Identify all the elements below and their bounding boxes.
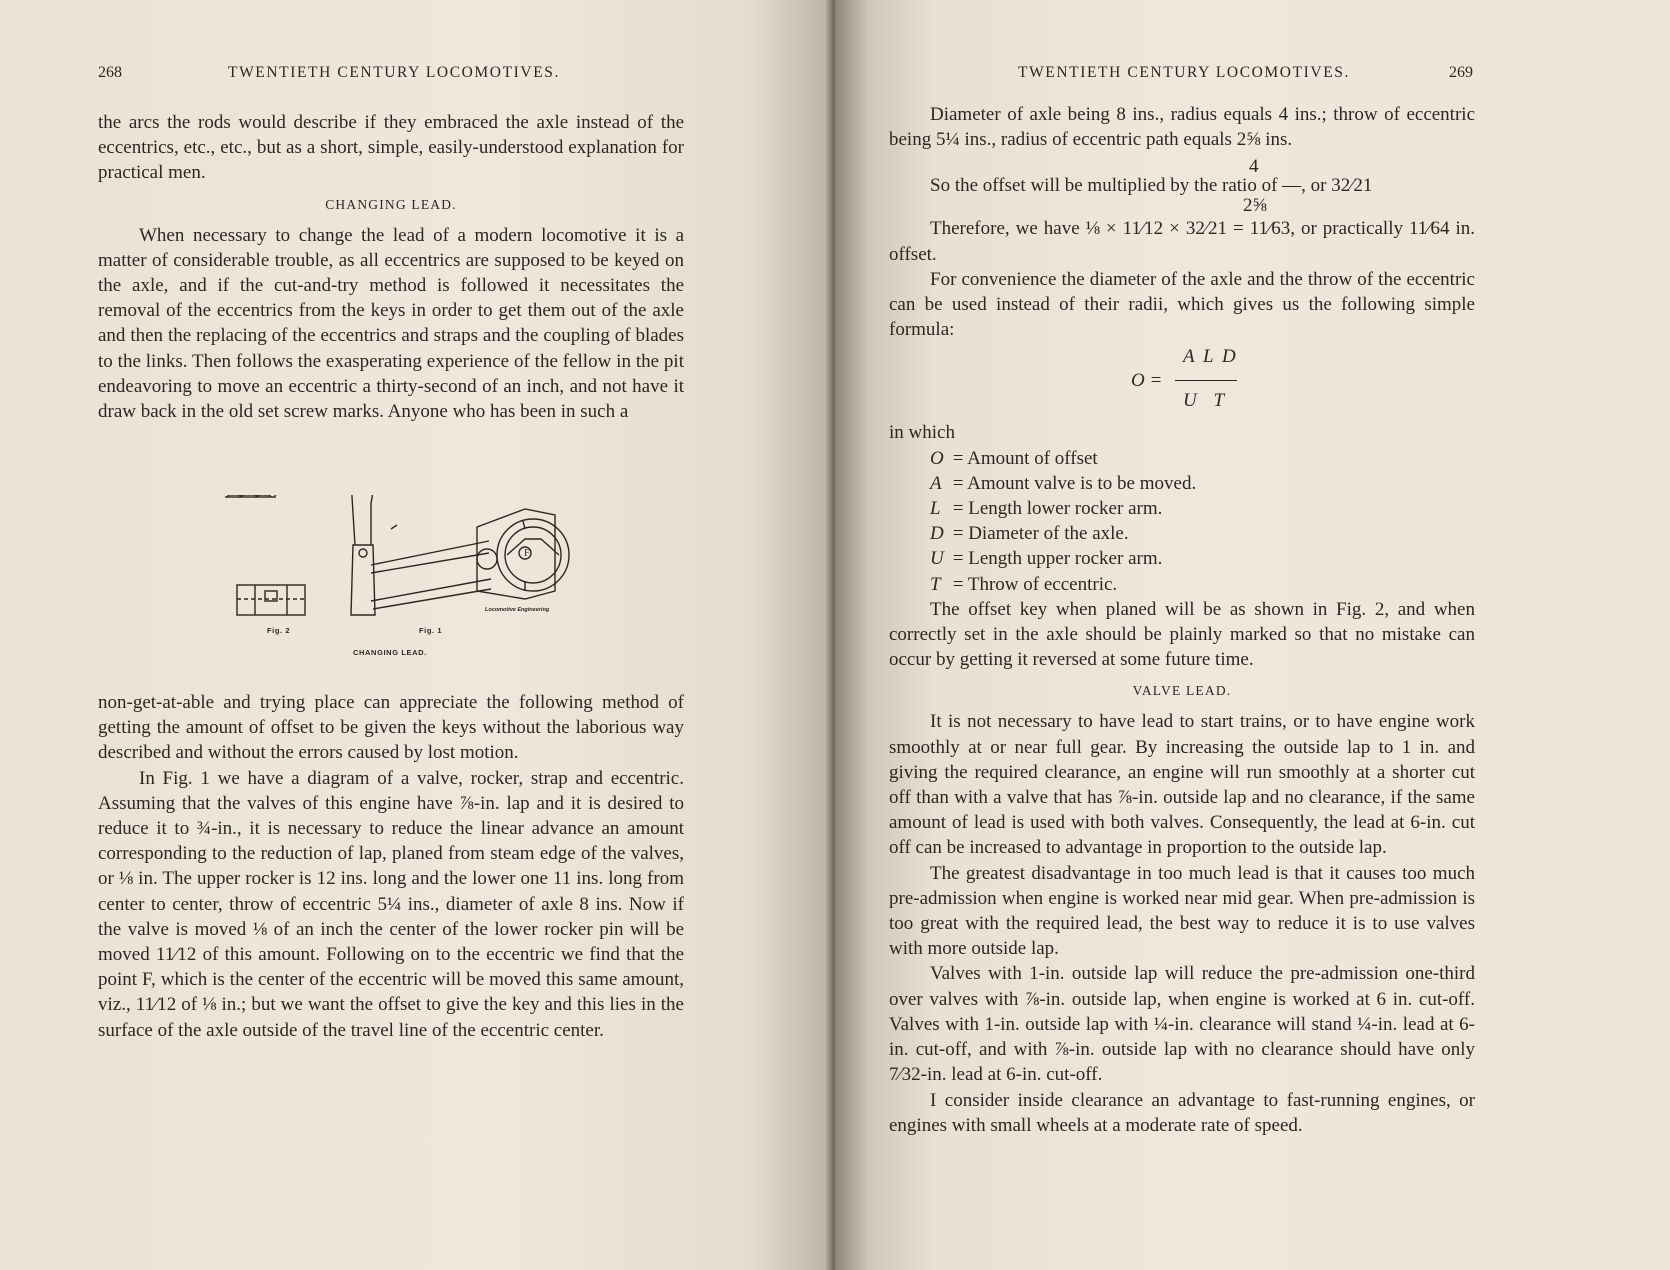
right-section-heading: VALVE LEAD. [1132,683,1232,699]
definition-item: O = Amount of offset [930,447,1098,469]
figure-credit: Locomotive Engineering [485,607,550,613]
right-para-v1: It is not necessary to have lead to start trains, or to have engine work smoothly at or near full gear. By increasing the outside lap to 1 in. and giving the required clearance, an engine will run smoothly at a shorter cut off than with a valve that has ⅞-in. outside lap and no clearance, if the same amount of lead is used with both valves. Consequently, the lead at 6-in. cut off can be increased to advantage in proportion to the outside lap. [889,711,1475,859]
formula-fraction-bar [1175,380,1237,381]
left-para-intro: the arcs the rods would describe if they embraced the axle instead of the eccentrics, etc., etc., but as a short, simple, easily-understood explanation for practical men. [98,112,684,184]
formula-denominator: U T [1183,390,1231,412]
definition-item: T = Throw of eccentric. [930,573,1118,595]
right-para-therefore: Therefore, we have ⅛ × 11⁄12 × 32⁄21 = 11⁄63, or practically 11⁄64 in. offset. [889,218,1475,265]
figure-changing-lead [225,495,605,695]
right-para-v3: Valves with 1-in. outside lap will reduce the pre-admission one-third over valves with ⅞-in. outside lap, when engine is worked at 6 in. cut-off. Valves with 1-in. outside lap with ¼-in. clearance will stand ¼-in. lead at 6-in. cut-off, and with ⅞-in. outside lap with no clearance should have only 7⁄32-in. lead at 6-in. cut-off. [889,963,1475,1086]
fig1-label: Fig. 1 [419,626,443,635]
right-running-header: TWENTIETH CENTURY LOCOMOTIVES. [1018,64,1350,81]
left-text-bottom [98,690,684,1043]
formula-numerator: A L D [1183,346,1238,368]
offset-formula [889,344,1475,420]
right-text [889,102,1475,1138]
left-para-3: In Fig. 1 we have a diagram of a valve, rocker, strap and eccentric. Assuming that the valves of this engine have ⅞-in. lap and it is desired to reduce it to ¾-in., it is necessary to reduce the linear advance an amount corresponding to the reduction of lap, planed from steam edge of the valves, or ⅛ in. The upper rocker is 12 ins. long and the lower one 11 ins. long from center to center, throw of eccentric 5¼ ins., diameter of axle 8 ins. Now if the valve is moved ⅛ of an inch the center of the lower rocker pin will be moved 11⁄12 of this amount. Following on to the eccentric we find that the point F, which is the center of the eccentric will be moved this same amount, viz., 11⁄12 of ⅛ in.; but we want the offset to give the key and this lies in the surface of the axle outside of the travel line of the eccentric center. [98,767,684,1041]
right-para-v4: I consider inside clearance an advantage to fast-running engines, or engines with small wheels at a moderate rate of speed. [889,1089,1475,1136]
ratio-denominator: 2⅝ [1243,195,1267,217]
definition-item: U = Length upper rocker arm. [930,548,1163,570]
ratio-numerator: 4 [1249,156,1259,178]
definition-item: A = Amount valve is to be moved. [930,472,1197,494]
in-which-label: in which [889,422,955,444]
valve-gear-diagram [225,495,605,695]
definition-item: D = Diameter of the axle. [930,523,1129,545]
formula-lhs: O = [1131,370,1163,392]
definitions-list [930,446,1475,597]
figure-caption: CHANGING LEAD. [353,648,427,657]
right-para-offset-key: The offset key when planed will be as shown in Fig. 2, and when correctly set in the axle should be plainly marked so that no mistake can occur by getting it reversed at some future time. [889,598,1475,671]
definition-item: L = Length lower rocker arm. [930,498,1163,520]
left-section-heading: CHANGING LEAD. [325,196,457,212]
right-para-1: Diameter of axle being 8 ins., radius equals 4 ins.; throw of eccentric being 5¼ ins., radius of eccentric path equals 2⅝ ins. [889,104,1475,151]
left-text-top [98,110,684,424]
left-running-header: TWENTIETH CENTURY LOCOMOTIVES. [228,64,560,81]
right-para-v2: The greatest disadvantage in too much lead is that it causes too much pre-admission when engine is worked near mid gear. When pre-admission is too great with the required lead, the best way to reduce it is to use valves with more outside lap. [889,862,1475,960]
left-para-2: non-get-at-able and trying place can appreciate the following method of getting the amount of offset to be given the keys without the laborious way described and without the errors caused by lost motion. [98,692,684,764]
right-para-convenience: For convenience the diameter of the axle and the throw of the eccentric can be used instead of their radii, which gives us the following simple formula: [889,268,1475,341]
right-page-number: 269 [1449,64,1473,81]
fig2-label: Fig. 2 [267,626,291,635]
point-f-label: F [524,548,530,559]
left-page-number: 268 [98,64,122,81]
right-page [835,0,1670,1270]
left-para-1: When necessary to change the lead of a modern locomotive it is a matter of considerable trouble, as all eccentrics are supposed to be keyed on the axle, and if the cut-and-try method is followed it necessitates the removal of the eccentrics from the keys in order to get them out of the axle and then the replacing of the eccentrics and straps and the coupling of blades to the links. Then follows the exasperating experience of the fellow in the pit endeavoring to move an eccentric a thirty-second of an inch, and not have it draw back in the old set screw marks. Anyone who has been in such a [98,224,684,423]
ratio-line: So the offset will be multiplied by the ratio of —, or 32⁄21 [930,175,1373,197]
